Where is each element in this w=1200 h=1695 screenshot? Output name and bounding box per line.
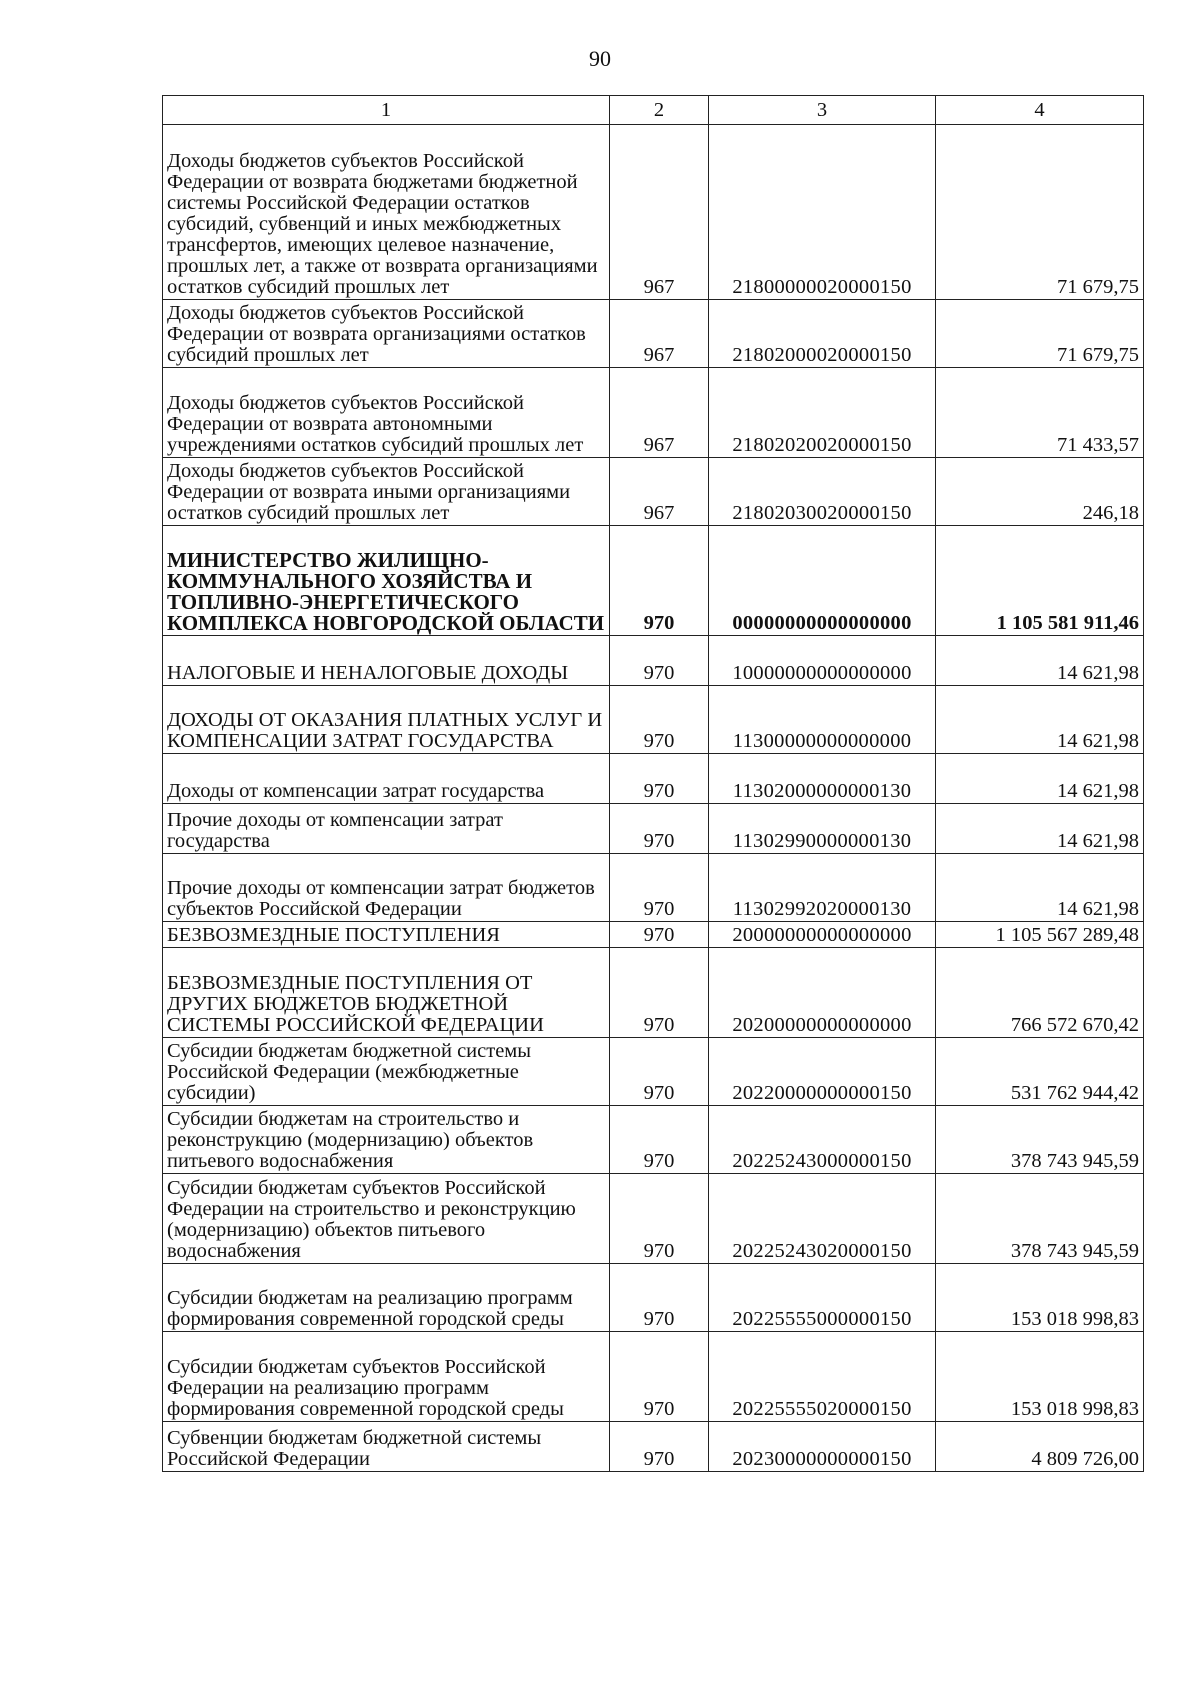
row-description: Субсидии бюджетам субъектов Российской Федерации на строительство и реконструкцию (модернизацию) объектов питьевого водоснабжения — [163, 1174, 610, 1264]
row-description: Прочие доходы от компенсации затрат бюджетов субъектов Российской Федерации — [163, 854, 610, 922]
row-admin-code: 967 — [610, 300, 709, 368]
table-row — [163, 686, 1144, 754]
row-admin-code: 967 — [610, 125, 709, 300]
row-budget-code: 21802030020000150 — [709, 458, 936, 526]
table-row — [163, 1264, 1144, 1332]
row-admin-code: 970 — [610, 686, 709, 754]
table-header-row — [163, 96, 1144, 125]
row-description: БЕЗВОЗМЕЗДНЫЕ ПОСТУПЛЕНИЯ ОТ ДРУГИХ БЮДЖЕТОВ БЮДЖЕТНОЙ СИСТЕМЫ РОССИЙСКОЙ ФЕДЕРАЦИИ — [163, 948, 610, 1038]
row-amount: 71 679,75 — [936, 300, 1144, 368]
row-admin-code: 967 — [610, 368, 709, 458]
row-amount: 153 018 998,83 — [936, 1332, 1144, 1422]
row-description: Доходы бюджетов субъектов Российской Федерации от возврата иными организациями остатков субсидий прошлых лет — [163, 458, 610, 526]
table-row — [163, 1038, 1144, 1106]
row-admin-code: 970 — [610, 754, 709, 804]
row-budget-code: 20000000000000000 — [709, 922, 936, 948]
row-description: МИНИСТЕРСТВО ЖИЛИЩНО-КОММУНАЛЬНОГО ХОЗЯЙСТВА И ТОПЛИВНО-ЭНЕРГЕТИЧЕСКОГО КОМПЛЕКСА НОВГОРОДСКОЙ ОБЛАСТИ — [163, 526, 610, 636]
table-row — [163, 1422, 1144, 1472]
row-admin-code: 970 — [610, 1332, 709, 1422]
row-admin-code: 970 — [610, 526, 709, 636]
row-amount: 378 743 945,59 — [936, 1174, 1144, 1264]
header-col-1: 1 — [163, 96, 610, 125]
table-row — [163, 948, 1144, 1038]
row-budget-code: 20225243000000150 — [709, 1106, 936, 1174]
table-row — [163, 636, 1144, 686]
row-amount: 1 105 581 911,46 — [936, 526, 1144, 636]
row-amount: 378 743 945,59 — [936, 1106, 1144, 1174]
row-admin-code: 970 — [610, 1174, 709, 1264]
row-amount: 14 621,98 — [936, 686, 1144, 754]
row-admin-code: 970 — [610, 1038, 709, 1106]
row-admin-code: 970 — [610, 948, 709, 1038]
row-budget-code: 00000000000000000 — [709, 526, 936, 636]
row-admin-code: 970 — [610, 1106, 709, 1174]
table-row — [163, 1106, 1144, 1174]
table-row — [163, 368, 1144, 458]
table-row — [163, 754, 1144, 804]
page-number: 90 — [589, 46, 611, 71]
row-admin-code: 970 — [610, 922, 709, 948]
row-description: Доходы бюджетов субъектов Российской Федерации от возврата автономными учреждениями остатков субсидий прошлых лет — [163, 368, 610, 458]
row-budget-code: 20225555020000150 — [709, 1332, 936, 1422]
table-row — [163, 1332, 1144, 1422]
header-col-2: 2 — [610, 96, 709, 125]
row-budget-code: 11300000000000000 — [709, 686, 936, 754]
row-description: Доходы бюджетов субъектов Российской Федерации от возврата бюджетами бюджетной системы Российской Федерации остатков субсидий, субвенций и иных межбюджетных трансфертов, имеющих целевое назначение, прошлых лет, а также от возврата организациями остатков субсидий прошлых лет — [163, 125, 610, 300]
row-amount: 246,18 — [936, 458, 1144, 526]
row-description: Субвенции бюджетам бюджетной системы Российской Федерации — [163, 1422, 610, 1472]
row-budget-code: 20200000000000000 — [709, 948, 936, 1038]
table-row — [163, 125, 1144, 300]
row-description: Субсидии бюджетам на строительство и реконструкцию (модернизацию) объектов питьевого водоснабжения — [163, 1106, 610, 1174]
row-budget-code: 21800000020000150 — [709, 125, 936, 300]
row-budget-code: 11302992020000130 — [709, 854, 936, 922]
table-row — [163, 1174, 1144, 1264]
header-col-4: 4 — [936, 96, 1144, 125]
row-budget-code: 20225243020000150 — [709, 1174, 936, 1264]
row-budget-code: 20220000000000150 — [709, 1038, 936, 1106]
row-admin-code: 970 — [610, 804, 709, 854]
row-amount: 153 018 998,83 — [936, 1264, 1144, 1332]
row-budget-code: 11302000000000130 — [709, 754, 936, 804]
row-admin-code: 967 — [610, 458, 709, 526]
table-body — [163, 125, 1144, 1472]
row-description: Субсидии бюджетам на реализацию программ формирования современной городской среды — [163, 1264, 610, 1332]
row-description: Доходы от компенсации затрат государства — [163, 754, 610, 804]
row-amount: 14 621,98 — [936, 636, 1144, 686]
row-amount: 1 105 567 289,48 — [936, 922, 1144, 948]
row-description: НАЛОГОВЫЕ И НЕНАЛОГОВЫЕ ДОХОДЫ — [163, 636, 610, 686]
row-admin-code: 970 — [610, 1422, 709, 1472]
row-amount: 14 621,98 — [936, 754, 1144, 804]
row-budget-code: 20230000000000150 — [709, 1422, 936, 1472]
row-description: Прочие доходы от компенсации затрат государства — [163, 804, 610, 854]
row-amount: 531 762 944,42 — [936, 1038, 1144, 1106]
row-admin-code: 970 — [610, 854, 709, 922]
row-budget-code: 21802020020000150 — [709, 368, 936, 458]
header-col-3: 3 — [709, 96, 936, 125]
row-description: БЕЗВОЗМЕЗДНЫЕ ПОСТУПЛЕНИЯ — [163, 922, 610, 948]
table-row — [163, 300, 1144, 368]
row-amount: 71 433,57 — [936, 368, 1144, 458]
row-description: Субсидии бюджетам субъектов Российской Федерации на реализацию программ формирования современной городской среды — [163, 1332, 610, 1422]
budget-revenue-table — [162, 95, 1144, 1472]
row-admin-code: 970 — [610, 636, 709, 686]
row-description: Доходы бюджетов субъектов Российской Федерации от возврата организациями остатков субсидий прошлых лет — [163, 300, 610, 368]
table-row — [163, 854, 1144, 922]
row-budget-code: 11302990000000130 — [709, 804, 936, 854]
row-description: ДОХОДЫ ОТ ОКАЗАНИЯ ПЛАТНЫХ УСЛУГ И КОМПЕНСАЦИИ ЗАТРАТ ГОСУДАРСТВА — [163, 686, 610, 754]
row-amount: 4 809 726,00 — [936, 1422, 1144, 1472]
row-amount: 14 621,98 — [936, 804, 1144, 854]
table-row — [163, 458, 1144, 526]
row-description: Субсидии бюджетам бюджетной системы Российской Федерации (межбюджетные субсидии) — [163, 1038, 610, 1106]
table-row — [163, 804, 1144, 854]
row-amount: 71 679,75 — [936, 125, 1144, 300]
row-budget-code: 20225555000000150 — [709, 1264, 936, 1332]
row-amount: 14 621,98 — [936, 854, 1144, 922]
row-admin-code: 970 — [610, 1264, 709, 1332]
row-budget-code: 21802000020000150 — [709, 300, 936, 368]
row-amount: 766 572 670,42 — [936, 948, 1144, 1038]
row-budget-code: 10000000000000000 — [709, 636, 936, 686]
table-row — [163, 526, 1144, 636]
table-row — [163, 922, 1144, 948]
